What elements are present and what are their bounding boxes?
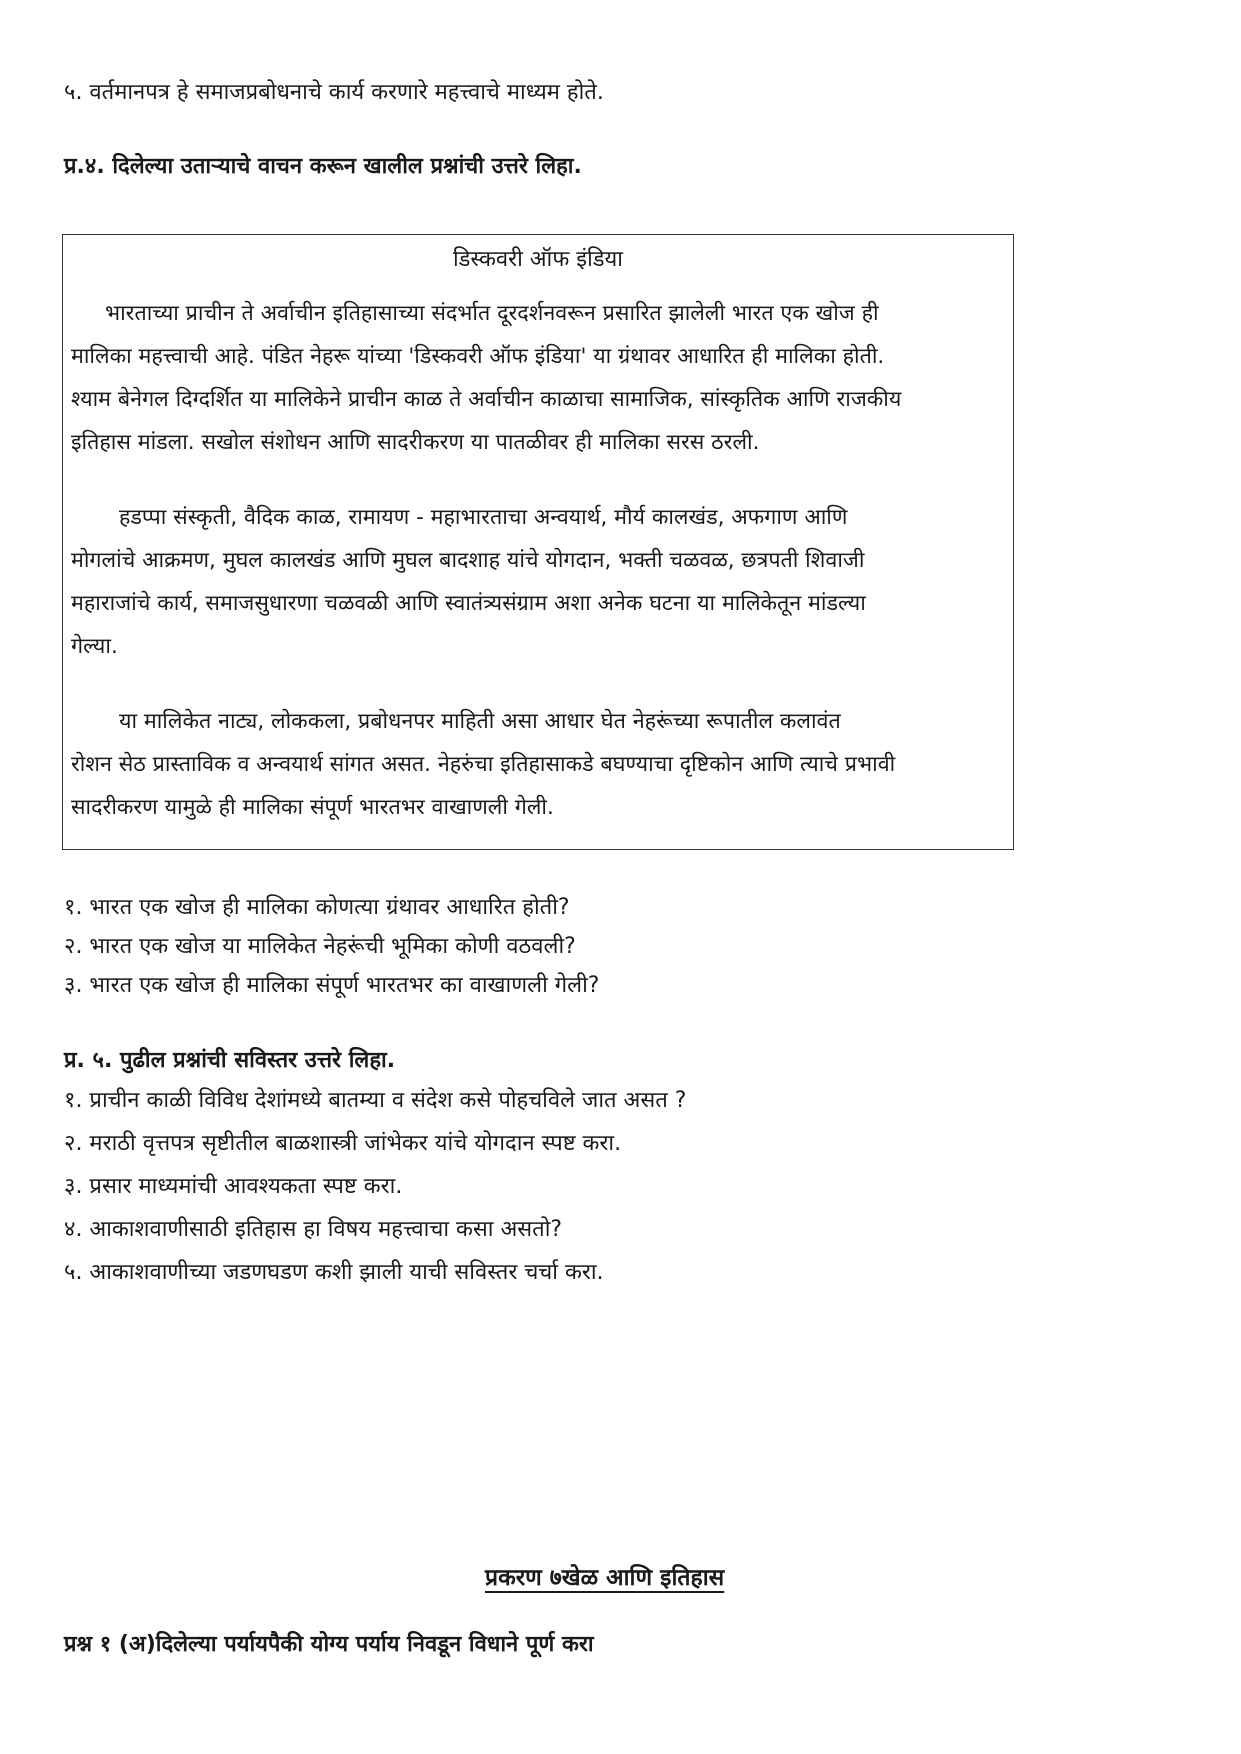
passage-box bbox=[62, 234, 1014, 850]
passage-line: भारताच्या प्राचीन ते अर्वाचीन इतिहासाच्या संदर्भात दूरदर्शनवरून प्रसारित झालेली भारत एक खोज ही bbox=[105, 301, 879, 326]
passage-line: या मालिकेत नाट्य, लोककला, प्रबोधनपर माहिती असा आधार घेत नेहरूंच्या रूपातील कलावंत bbox=[119, 709, 841, 734]
q4-question-3: ३. भारत एक खोज ही मालिका संपूर्ण भारतभर का वाखाणली गेली? bbox=[64, 973, 600, 998]
q4-question-1: १. भारत एक खोज ही मालिका कोणत्या ग्रंथावर आधारित होती? bbox=[64, 895, 570, 920]
passage-line: रोशन सेठ प्रास्ताविक व अन्वयार्थ सांगत असत. नेहरुंचा इतिहासाकडे बघण्याचा दृष्टिकोन आणि त्याचे प्रभावी bbox=[71, 752, 896, 777]
passage-line: मालिका महत्त्वाची आहे. पंडित नेहरू यांच्या 'डिस्कवरी ऑफ इंडिया' या ग्रंथावर आधारित ही मालिका होती. bbox=[71, 344, 885, 369]
q5-question-4: ४. आकाशवाणीसाठी इतिहास हा विषय महत्त्वाचा कसा असतो? bbox=[64, 1217, 563, 1242]
question-5-heading: प्र. ५. पुढील प्रश्नांची सविस्तर उत्तरे लिहा. bbox=[64, 1048, 396, 1073]
q5-question-3: ३. प्रसार माध्यमांची आवश्यकता स्पष्ट करा. bbox=[64, 1174, 403, 1199]
statement-5: ५. वर्तमानपत्र हे समाजप्रबोधनाचे कार्य करणारे महत्त्वाचे माध्यम होते. bbox=[64, 80, 604, 105]
chapter-question-1-heading: प्रश्न १ (अ)दिलेल्या पर्यायपैकी योग्य पर्याय निवडून विधाने पूर्ण करा bbox=[64, 1632, 594, 1657]
q5-question-2: २. मराठी वृत्तपत्र सृष्टीतील बाळशास्त्री जांभेकर यांचे योगदान स्पष्ट करा. bbox=[64, 1131, 622, 1156]
q4-question-2: २. भारत एक खोज या मालिकेत नेहरूंची भूमिका कोणी वठवली? bbox=[64, 934, 576, 959]
passage-line: मोगलांचे आक्रमण, मुघल कालखंड आणि मुघल बादशाह यांचे योगदान, भक्ती चळवळ, छत्रपती शिवाजी bbox=[71, 548, 865, 573]
passage-line: सादरीकरण यामुळे ही मालिका संपूर्ण भारतभर वाखाणली गेली. bbox=[71, 795, 554, 820]
question-4-heading: प्र.४. दिलेल्या उताऱ्याचे वाचन करून खालील प्रश्नांची उत्तरे लिहा. bbox=[64, 154, 582, 179]
passage-line: हडप्पा संस्कृती, वैदिक काळ, रामायण - महाभारताचा अन्वयार्थ, मौर्य कालखंड, अफगाण आणि bbox=[119, 505, 848, 530]
chapter-title: प्रकरण ७खेळ आणि इतिहास bbox=[485, 1565, 725, 1591]
passage-line: महाराजांचे कार्य, समाजसुधारणा चळवळी आणि स्वातंत्र्यसंग्राम अशा अनेक घटना या मालिकेतून मांडल्या bbox=[71, 591, 866, 616]
passage-line: गेल्या. bbox=[71, 634, 118, 659]
q5-question-1: १. प्राचीन काळी विविध देशांमध्ये बातम्या व संदेश कसे पोहचविले जात असत ? bbox=[64, 1088, 687, 1113]
passage-line: श्याम बेनेगल दिग्दर्शित या मालिकेने प्राचीन काळ ते अर्वाचीन काळाचा सामाजिक, सांस्कृतिक आणि राजकीय bbox=[71, 387, 902, 412]
passage-line: इतिहास मांडला. सखोल संशोधन आणि सादरीकरण या पातळीवर ही मालिका सरस ठरली. bbox=[71, 430, 760, 455]
q5-question-5: ५. आकाशवाणीच्या जडणघडण कशी झाली याची सविस्तर चर्चा करा. bbox=[64, 1260, 604, 1285]
passage-title: डिस्कवरी ऑफ इंडिया bbox=[452, 247, 624, 272]
